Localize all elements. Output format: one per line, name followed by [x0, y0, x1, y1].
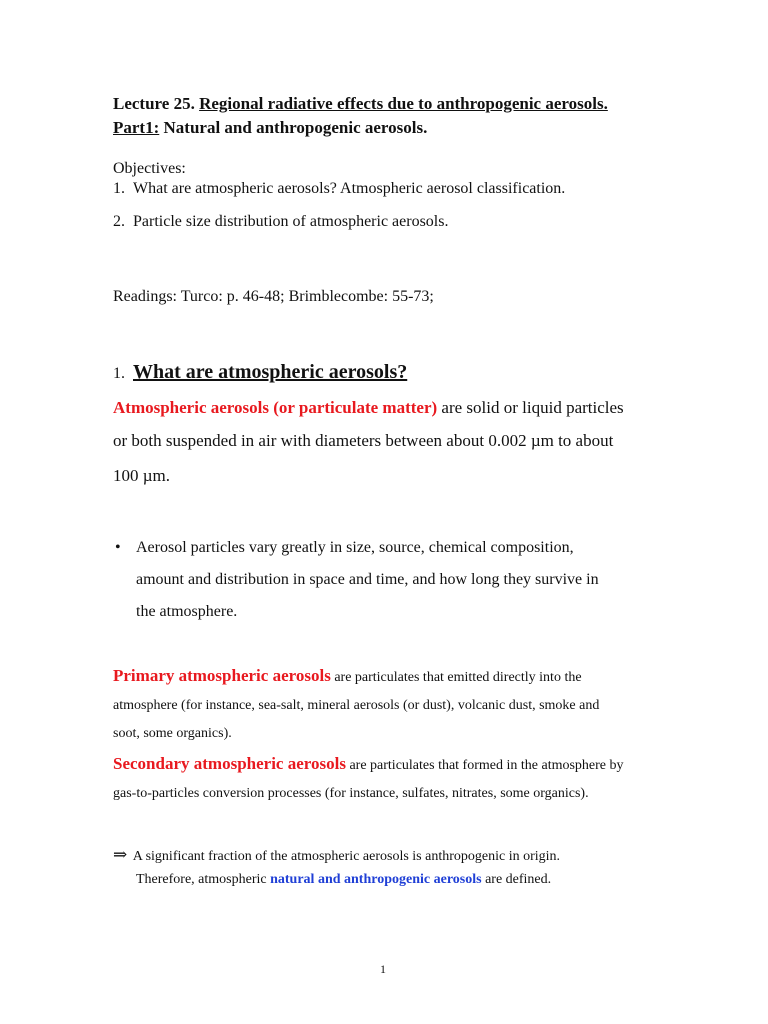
- primary-aerosols-text: soot, some organics).: [113, 726, 232, 741]
- conclusion-text: A significant fraction of the atmospheric aerosols is anthropogenic in origin.: [132, 849, 561, 864]
- lecture-title-line: [113, 94, 608, 114]
- definition-line: [113, 398, 624, 418]
- implies-arrow-icon: ⇒: [113, 845, 128, 864]
- conclusion-line: [113, 845, 560, 865]
- definition-line: 100 µm.: [113, 466, 171, 485]
- secondary-aerosols-line: [113, 754, 624, 774]
- part-label: Part1:: [113, 118, 160, 137]
- conclusion-text: are defined.: [481, 872, 552, 887]
- objective-text: What are atmospheric aerosols? Atmospheric aerosol classification.: [133, 180, 566, 197]
- primary-aerosols-text: atmosphere (for instance, sea-salt, mineral aerosols (or dust), volcanic dust, smoke and: [113, 698, 600, 713]
- primary-aerosols-term: Primary atmospheric aerosols: [113, 666, 331, 685]
- secondary-aerosols-text: gas-to-particles conversion processes (for instance, sulfates, nitrates, some organics).: [113, 786, 589, 801]
- page-number: 1: [380, 962, 386, 976]
- primary-aerosols-line: [113, 666, 582, 686]
- objective-item: [113, 180, 565, 198]
- conclusion-text: Therefore, atmospheric: [136, 872, 271, 887]
- objective-number: 1.: [113, 180, 125, 197]
- definition-line: or both suspended in air with diameters between about 0.002 µm to about: [113, 431, 614, 450]
- objective-number: 2.: [113, 213, 125, 230]
- readings: Readings: Turco: p. 46-48; Brimblecombe: 55-73;: [113, 288, 434, 305]
- definition-text: are solid or liquid particles: [437, 398, 624, 417]
- lecture-title: Regional radiative effects due to anthropogenic aerosols.: [199, 94, 608, 113]
- natural-anthropogenic-highlight: natural and anthropogenic aerosols: [270, 872, 482, 887]
- secondary-aerosols-text: are particulates that formed in the atmosphere by: [345, 758, 624, 773]
- objectives-heading: Objectives:: [113, 160, 186, 177]
- part-title-line: [113, 118, 427, 138]
- section-number: 1.: [113, 365, 125, 382]
- bullet-icon: •: [115, 539, 121, 556]
- objective-item: [113, 213, 448, 231]
- part-title: Natural and anthropogenic aerosols.: [159, 118, 428, 137]
- secondary-aerosols-term: Secondary atmospheric aerosols: [113, 754, 346, 773]
- lecture-number: Lecture 25.: [113, 94, 200, 113]
- primary-aerosols-text: are particulates that emitted directly into the: [330, 670, 582, 685]
- definition-term: Atmospheric aerosols (or particulate matter): [113, 398, 438, 417]
- conclusion-line: [136, 872, 551, 888]
- section-title: What are atmospheric aerosols?: [133, 361, 408, 383]
- bullet-text: amount and distribution in space and time, and how long they survive in: [136, 571, 599, 588]
- bullet-text: Aerosol particles vary greatly in size, source, chemical composition,: [136, 539, 574, 556]
- bullet-text: the atmosphere.: [136, 603, 238, 620]
- objective-text: Particle size distribution of atmospheric aerosols.: [133, 213, 449, 230]
- section-heading: [113, 361, 407, 384]
